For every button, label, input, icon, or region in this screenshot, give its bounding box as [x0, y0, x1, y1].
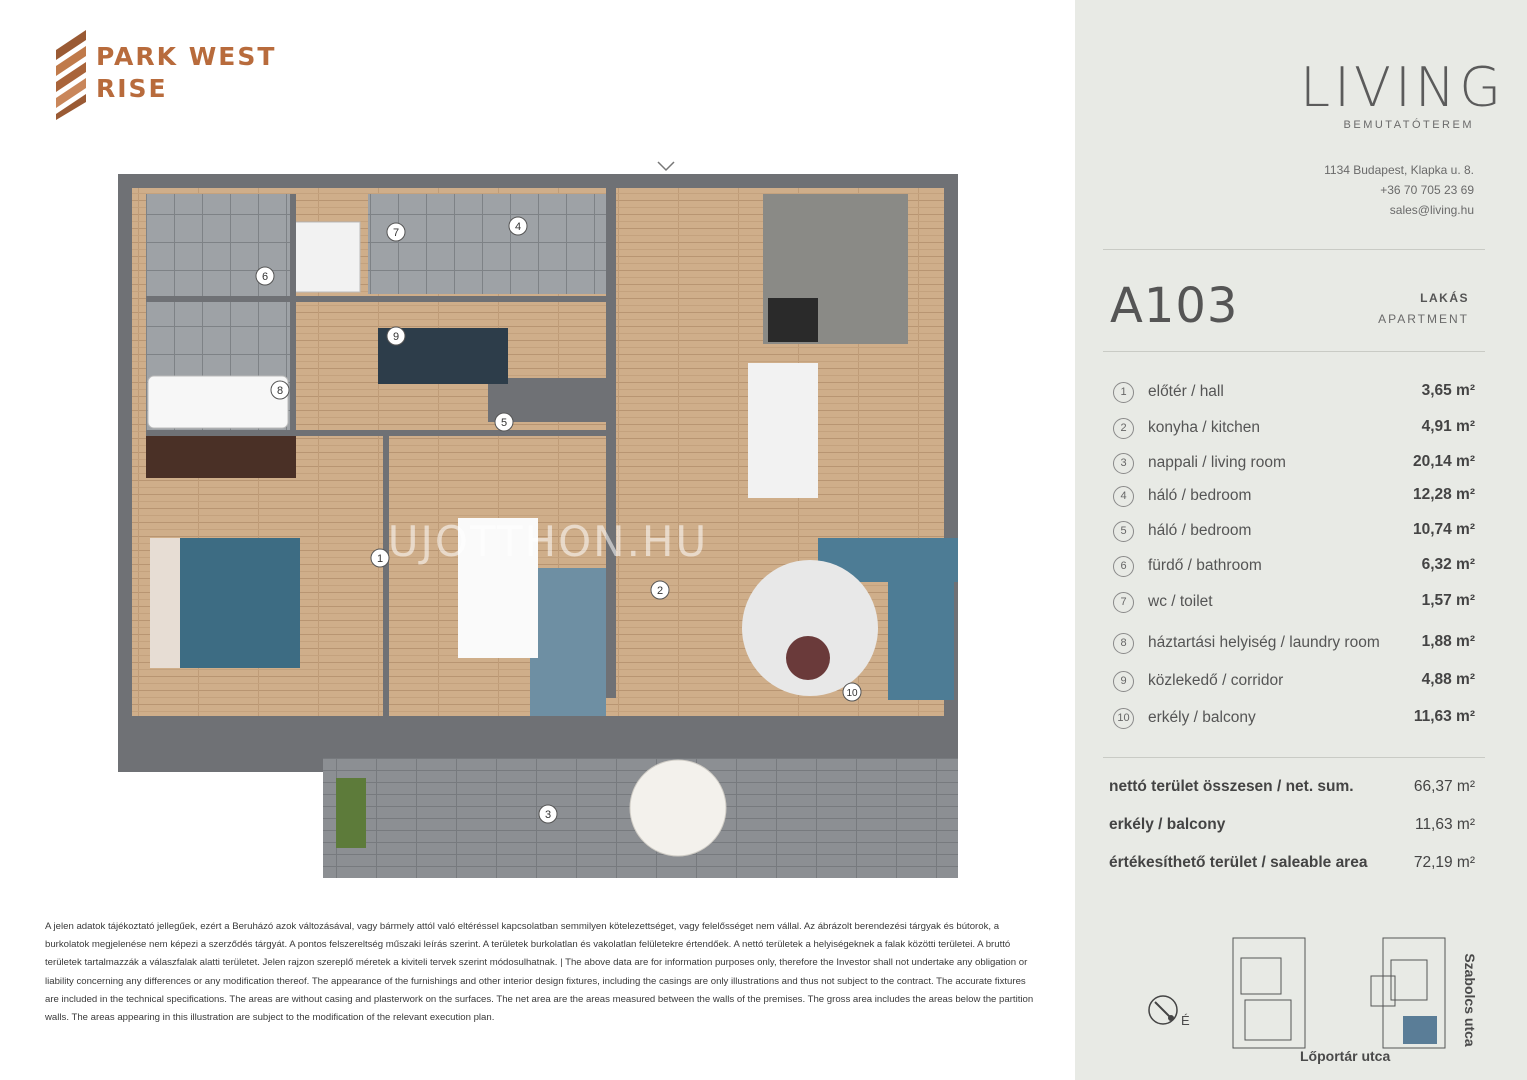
room-name: háló / bedroom [1148, 487, 1252, 504]
room-row [1113, 520, 1475, 544]
total-balcony-row [1109, 816, 1475, 840]
room-area: 6,32 m² [1421, 556, 1475, 573]
total-label: nettó terület összesen / net. sum. [1109, 778, 1354, 795]
room-name: háztartási helyiség / laundry room [1148, 634, 1380, 651]
total-net-row [1109, 778, 1475, 802]
svg-text:8: 8 [276, 385, 284, 397]
total-value: 66,37 m² [1413, 778, 1475, 795]
room-row [1113, 381, 1475, 405]
room-row [1113, 452, 1475, 476]
room-row [1113, 707, 1475, 731]
room-name: erkély / balcony [1148, 709, 1256, 726]
total-value: 11,63 m² [1414, 816, 1475, 833]
contact-email[interactable]: sales@living.hu [1389, 203, 1474, 217]
svg-text:5: 5 [500, 417, 508, 429]
street-bottom-label: Lőportár utca [1300, 1048, 1391, 1064]
room-area: 12,28 m² [1412, 486, 1475, 503]
divider [1103, 249, 1485, 250]
svg-text:7: 7 [392, 227, 400, 239]
disclaimer-text: A jelen adatok tájékoztató jellegűek, ezért a Beruházó azok változásával, vagy bármely attól való eltéréssel kapcsolatban semmilyen kötelezettséget, vagy felelősséget nem vállal. Az ábrázolt berendezési tárgyak és bútorok, a burkolatok megjelenése nem képezi a szerződés tárgyát. A pontos felszereltség műszaki leírás szerint. A területek burkolatlan és vakolatlan felületekre értendőek. A nettó területek a helyiségeknek a falak közötti területei. A bruttó területek tartalmazzák a válaszfalak alatti területet. Jelen rajzon szereplő méretek a kiviteli tervek szerint módosulhatnak. | The above data are for information purposes only, therefore the Investor shall not undertake any obligation or liability concerning any differences or any modification thereof. The appearance of the furnishings and other interior design fixtures, including the casings are only illustrations and thus not subject to the contract. The accurate fixtures are included in the technical specifications. The areas are without casing and plasterwork on the surfaces. The net area are the areas measured between the walls of the premises. The gross area includes the areas below the partition walls. The areas appearing in this illustration are subject to the modification of the relevant execution plan. [45, 921, 1034, 1024]
room-number-badge: 6 [1113, 556, 1134, 577]
room-name: fürdő / bathroom [1148, 557, 1262, 574]
room-name: wc / toilet [1148, 593, 1213, 610]
svg-text:3: 3 [544, 809, 552, 821]
compass-icon [1149, 996, 1177, 1024]
divider [1103, 757, 1485, 758]
living-logo: LIVING [1300, 56, 1506, 119]
total-label: erkély / balcony [1109, 816, 1226, 833]
total-value: 72,19 m² [1413, 854, 1475, 871]
room-row [1113, 555, 1475, 579]
room-row [1113, 670, 1475, 694]
room-row [1113, 417, 1475, 441]
room-number-badge: 9 [1113, 671, 1134, 692]
room-row [1113, 632, 1475, 656]
room-name: háló / bedroom [1148, 522, 1252, 539]
room-number-badge: 5 [1113, 521, 1134, 542]
info-panel [1075, 0, 1527, 1080]
room-row [1113, 591, 1475, 615]
logo-mark-icon [54, 30, 90, 120]
floor-plan [118, 158, 958, 878]
contact-phone[interactable]: +36 70 705 23 69 [1380, 183, 1474, 197]
apartment-location-marker [1403, 1016, 1437, 1044]
room-area: 1,57 m² [1421, 592, 1475, 609]
watermark: UJOTTHON.HU [387, 517, 709, 566]
room-area: 11,63 m² [1413, 708, 1475, 725]
divider [1103, 351, 1485, 352]
room-row [1113, 485, 1475, 509]
apartment-type-en: APARTMENT [1378, 312, 1469, 326]
apartment-code: A103 [1110, 278, 1239, 334]
room-number-badge: 7 [1113, 592, 1134, 613]
room-area: 4,91 m² [1421, 418, 1475, 435]
total-label: értékesíthető terület / saleable area [1109, 854, 1368, 871]
living-subtitle: BEMUTATÓTEREM [1343, 119, 1474, 131]
logo-line1: PARK WEST [96, 42, 277, 71]
room-name: konyha / kitchen [1148, 419, 1261, 436]
park-west-rise-logo [54, 30, 294, 120]
room-area: 10,74 m² [1412, 521, 1475, 538]
room-name: közlekedő / corridor [1148, 672, 1284, 689]
room-name: előtér / hall [1148, 383, 1224, 400]
compass-label: É [1181, 1013, 1190, 1028]
room-area: 20,14 m² [1412, 453, 1475, 470]
svg-text:6: 6 [261, 271, 269, 283]
contact-address: 1134 Budapest, Klapka u. 8. [1324, 163, 1474, 177]
room-number-badge: 1 [1113, 382, 1134, 403]
room-area: 1,88 m² [1421, 633, 1475, 650]
room-number-badge: 3 [1113, 453, 1134, 474]
room-number-badge: 8 [1113, 633, 1134, 654]
room-name: nappali / living room [1148, 454, 1286, 471]
svg-text:9: 9 [392, 331, 400, 343]
svg-text:1: 1 [376, 553, 384, 565]
room-number-badge: 4 [1113, 486, 1134, 507]
total-saleable-row [1109, 854, 1475, 878]
room-area: 4,88 m² [1421, 671, 1475, 688]
street-side-label: Szabolcs utca [1462, 953, 1478, 1047]
logo-line2: RISE [96, 74, 168, 103]
svg-text:10: 10 [846, 688, 858, 699]
room-number-badge: 10 [1113, 708, 1134, 729]
apartment-type-hu: LAKÁS [1420, 291, 1469, 305]
room-number-badge: 2 [1113, 418, 1134, 439]
svg-text:4: 4 [514, 221, 522, 233]
room-area: 3,65 m² [1421, 382, 1475, 399]
svg-text:2: 2 [656, 585, 664, 597]
